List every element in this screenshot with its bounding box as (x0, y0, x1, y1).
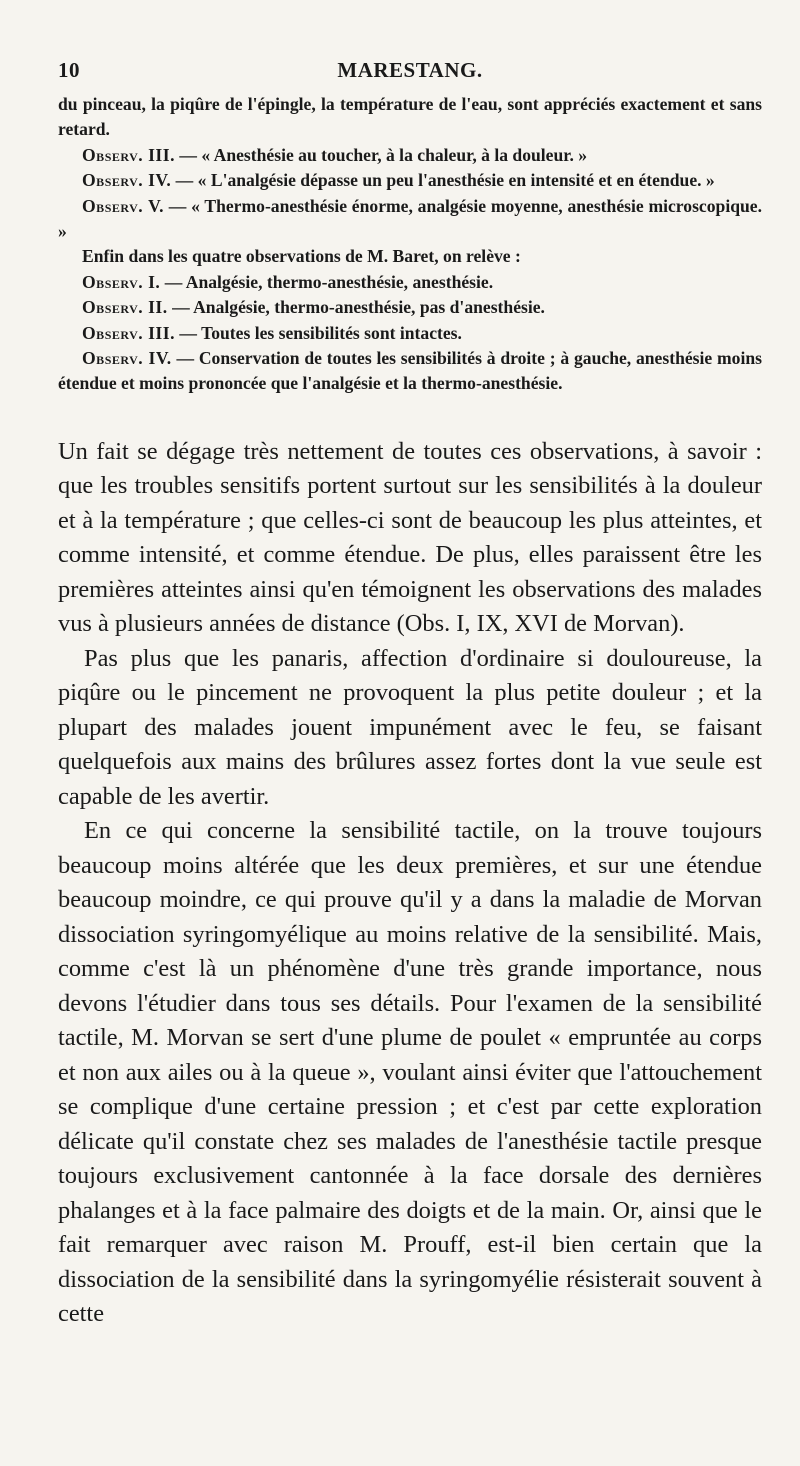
running-header (58, 58, 762, 92)
observation-notes (58, 92, 762, 397)
observation-note (58, 270, 762, 295)
note-label: Observ. III. (82, 322, 176, 343)
running-title: MARESTANG. (337, 58, 483, 82)
page-number: 10 (58, 58, 80, 82)
note-label: Observ. III. (82, 144, 176, 165)
body-paragraph: Un fait se dégage très nettement de toutes ces observations, à savoir : que les troubles sensitifs portent surtout sur les sensibilités à la douleur et à la température ; que celles-ci sont de beaucoup les plus atteintes, et comme intensité, et comme étendue. De plus, elles paraissent être les premières atteintes ainsi qu'en témoignent les observations des malades vus à plusieurs années de distance (Obs. I, IX, XVI de Morvan). (58, 437, 762, 638)
note-label: Observ. V. (82, 195, 164, 216)
body-paragraph: En ce qui concerne la sensibilité tactile, on la trouve toujours beaucoup moins altérée que les deux premières, et sur une étendue beaucoup moindre, ce qui prouve qu'il y a dans la maladie de Morvan dissociation syringomyélique au moins relative de la sensibilité. Mais, comme c'est là un phénomène d'une très grande importance, nous devons l'étudier dans tous ses détails. Pour l'examen de la sensibilité tactile, M. Morvan se sert d'une plume de poulet « empruntée au corps et non aux ailes ou à la queue », voulant ainsi éviter que l'attouchement se complique d'une certaine pression ; et c'est par cette exploration délicate qu'il constate chez ses malades de l'anesthésie tactile presque toujours exclusivement cantonnée à la face dorsale des dernières phalanges et à la face palmaire des doigts et de la main. Or, ainsi que le fait remarquer avec raison M. Prouff, est-il bien certain que la dissociation de la sensibilité dans la syringomyélie résisterait souvent à cette (58, 817, 762, 1328)
note-text: — Analgésie, thermo-anesthésie, anesthésie. (160, 271, 494, 292)
note-continuation (58, 92, 762, 143)
note-text: — Conservation de toutes les sensibilités à droite ; à gauche, anesthésie moins étendue et moins prononcée que l'analgésie et la thermo-anesthésie. (58, 348, 762, 394)
body-text (58, 435, 762, 1332)
body-paragraph: Pas plus que les panaris, affection d'ordinaire si douloureuse, la piqûre ou le pincement ne provoquent la plus petite douleur ; et la plupart des malades jouent impunément avec le feu, se faisant quelquefois aux mains des brûlures assez fortes dont la vue seule est capable de les avertir. (58, 644, 762, 810)
note-label: Observ. IV. (82, 348, 172, 369)
note-intro (58, 244, 762, 269)
observation-note (58, 194, 762, 245)
note-text: Enfin dans les quatre observations de M. Baret, on relève : (82, 246, 521, 267)
observation-note (58, 168, 762, 193)
note-text: — Toutes les sensibilités sont intactes. (175, 322, 462, 343)
observation-note (58, 346, 762, 397)
note-text: du pinceau, la piqûre de l'épingle, la température de l'eau, sont appréciés exactement et sans retard. (58, 94, 762, 140)
note-text: — « L'analgésie dépasse un peu l'anesthésie en intensité et en étendue. » (171, 170, 715, 191)
note-text: — « Anesthésie au toucher, à la chaleur, à la douleur. » (175, 144, 588, 165)
note-text: — Analgésie, thermo-anesthésie, pas d'anesthésie. (167, 297, 545, 318)
observation-note (58, 321, 762, 346)
note-label: Observ. II. (82, 297, 168, 318)
note-label: Observ. I. (82, 271, 161, 292)
note-label: Observ. IV. (82, 170, 172, 191)
note-text: — « Thermo-anesthésie énorme, analgésie moyenne, anesthésie microscopique. » (58, 195, 762, 242)
observation-note (58, 295, 762, 320)
observation-note (58, 143, 762, 168)
